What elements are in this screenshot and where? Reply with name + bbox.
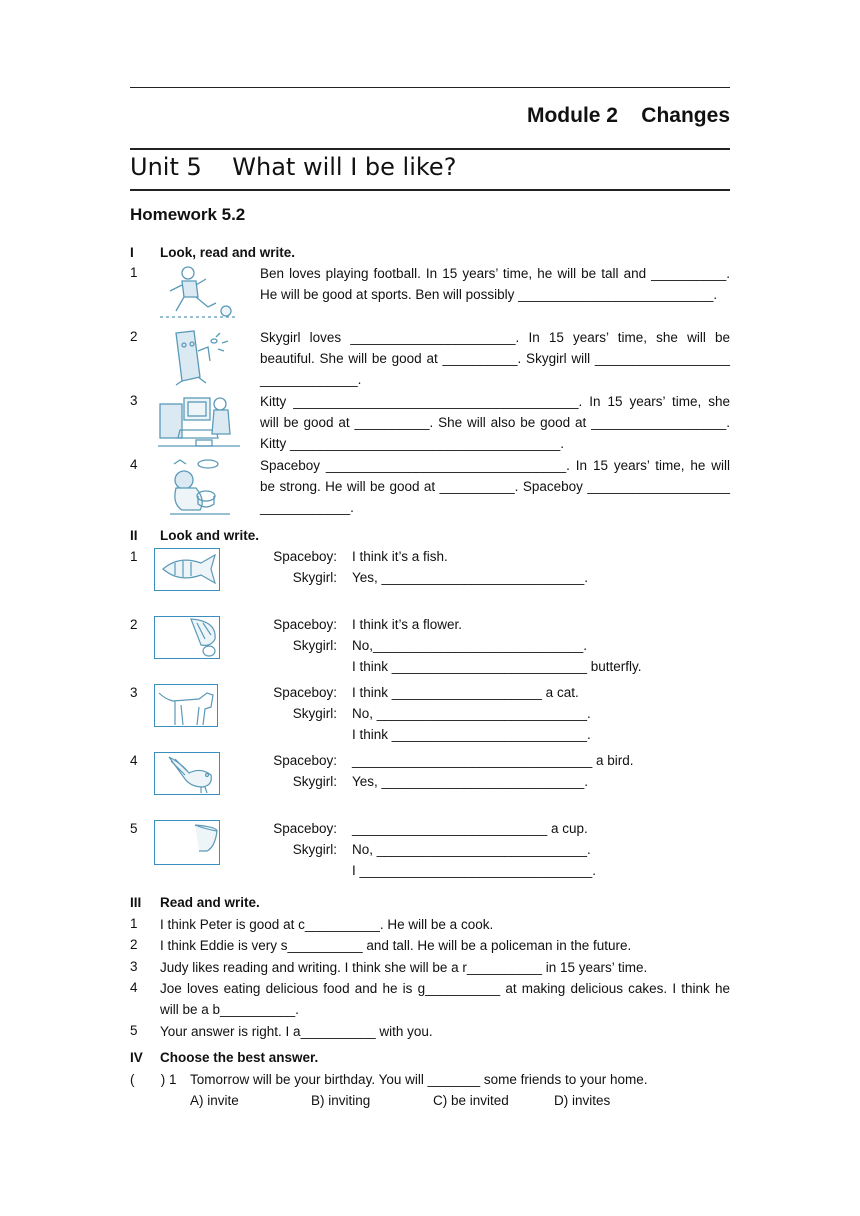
- text-line: Your answer is right. I a__________ with you.: [160, 1024, 433, 1039]
- picture-frame: [154, 820, 220, 865]
- dog-part-illustration: [155, 685, 217, 726]
- speaker-label: Spaceboy:: [273, 685, 337, 700]
- dialog-text: No, ____________________________.: [352, 706, 591, 721]
- speaker-label: Spaceboy:: [273, 617, 337, 632]
- text-line: Ben loves playing football. In 15 years’ time, he will be tall and __________.: [260, 266, 730, 281]
- section-4-heading: [130, 1050, 318, 1065]
- question-number: 2: [130, 617, 138, 632]
- speaker-label: Skygirl:: [292, 570, 337, 585]
- fish-part-illustration: [155, 549, 219, 590]
- speaker-label: Skygirl:: [292, 774, 337, 789]
- speaker-label: Spaceboy:: [273, 821, 337, 836]
- boy-playing-football-illustration: [158, 263, 242, 321]
- text-line: Skygirl loves ______________________. In 15 years’ time, she will be: [260, 330, 730, 345]
- bird-part-illustration: [155, 753, 219, 794]
- dialog-text: No,____________________________.: [352, 638, 587, 653]
- speaker-label: Skygirl:: [292, 706, 337, 721]
- question-number: 1: [130, 916, 138, 931]
- question-number: 3: [130, 685, 138, 700]
- text-line: will be a b__________.: [160, 1002, 299, 1017]
- dialog-text: I _______________________________.: [352, 863, 597, 878]
- skygirl-singing-illustration: [160, 327, 240, 387]
- section-number: III: [130, 895, 142, 910]
- picture-frame: [154, 616, 220, 659]
- homework-title: Homework 5.2: [130, 205, 246, 224]
- bowl-part-illustration: [155, 821, 219, 864]
- section-title: Choose the best answer.: [160, 1050, 319, 1065]
- dialog-text: ________________________________ a bird.: [352, 753, 634, 768]
- dialog-text: __________________________ a cup.: [352, 821, 588, 836]
- module-rule: [130, 148, 730, 150]
- text-line: Kitty ______________________________________. In 15 years’ time, she: [260, 394, 730, 409]
- question-number: 4: [130, 457, 138, 472]
- text-line: Kitty ____________________________________.: [260, 436, 565, 451]
- section-2-heading: [130, 528, 259, 543]
- text-line: Joe loves eating delicious food and he is g__________ at making delicious cakes. I think he: [160, 981, 730, 996]
- section-number: I: [130, 245, 134, 260]
- text-line: ____________.: [260, 500, 354, 515]
- picture-frame: [154, 548, 220, 591]
- unit-title: Unit 5 What will I be like?: [130, 153, 457, 181]
- speaker-label: Spaceboy:: [273, 549, 337, 564]
- option-a: A) invite: [190, 1093, 239, 1108]
- section-title: Look and write.: [160, 528, 260, 543]
- text-line: _____________.: [260, 372, 362, 387]
- butterfly-wing-part-illustration: [155, 617, 219, 658]
- speaker-label: Skygirl:: [292, 638, 337, 653]
- option-d: D) invites: [554, 1093, 611, 1108]
- picture-frame: [154, 752, 220, 795]
- dialog-text: I think it’s a fish.: [352, 549, 448, 564]
- top-rule: [130, 87, 730, 88]
- section-title: Look, read and write.: [160, 245, 296, 260]
- answer-bracket: ( ) 1: [130, 1072, 177, 1087]
- question-number: 2: [130, 937, 138, 952]
- dialog-text: I think __________________________.: [352, 727, 591, 742]
- text-line: Judy likes reading and writing. I think she will be a r__________ in 15 years’ time.: [160, 960, 648, 975]
- section-number: IV: [130, 1050, 143, 1065]
- question-number: 4: [130, 980, 138, 995]
- dialog-text: I think __________________________ butterfly.: [352, 659, 642, 674]
- spaceboy-cooking-illustration: [160, 456, 240, 518]
- question-number: 4: [130, 753, 138, 768]
- text-line: I think Eddie is very s__________ and tall. He will be a policeman in the future.: [160, 938, 632, 953]
- text-line: be strong. He will be good at __________. Spaceboy ___________________: [260, 479, 730, 494]
- kitty-at-computer-illustration: [156, 390, 242, 454]
- dialog-text: I think it’s a flower.: [352, 617, 463, 632]
- question-number: 3: [130, 393, 138, 408]
- section-3-heading: [130, 895, 260, 910]
- question-number: 1: [130, 549, 138, 564]
- speaker-label: Spaceboy:: [273, 753, 337, 768]
- text-line: beautiful. She will be good at __________. Skygirl will __________________: [260, 351, 730, 366]
- module-title: Module 2 Changes: [526, 104, 730, 127]
- text-line: will be good at __________. She will also be good at __________________.: [260, 415, 730, 430]
- question-text: Tomorrow will be your birthday. You will _______ some friends to your home.: [190, 1072, 648, 1087]
- dialog-text: I think ____________________ a cat.: [352, 685, 579, 700]
- option-b: B) inviting: [311, 1093, 371, 1108]
- option-c: C) be invited: [433, 1093, 509, 1108]
- section-1-heading: [130, 245, 295, 260]
- dialog-text: Yes, ___________________________.: [352, 570, 588, 585]
- dialog-text: No, ____________________________.: [352, 842, 591, 857]
- section-title: Read and write.: [160, 895, 260, 910]
- question-number: 3: [130, 959, 138, 974]
- text-line: He will be good at sports. Ben will possibly __________________________.: [260, 287, 718, 302]
- dialog-text: Yes, ___________________________.: [352, 774, 588, 789]
- question-number: 5: [130, 821, 138, 836]
- unit-rule: [130, 189, 730, 191]
- text-line: I think Peter is good at c__________. He will be a cook.: [160, 917, 494, 932]
- question-number: 1: [130, 265, 138, 280]
- picture-frame: [154, 684, 218, 727]
- speaker-label: Skygirl:: [292, 842, 337, 857]
- text-line: Spaceboy ________________________________. In 15 years’ time, he will: [260, 458, 730, 473]
- section-number: II: [130, 528, 138, 543]
- question-number: 5: [130, 1023, 138, 1038]
- question-number: 2: [130, 329, 138, 344]
